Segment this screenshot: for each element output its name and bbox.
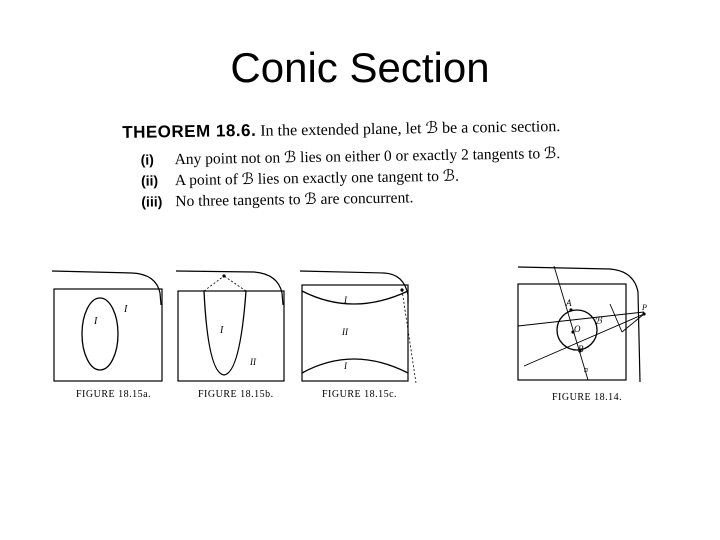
figure-18-14 <box>514 262 654 403</box>
theorem-item <box>141 188 413 211</box>
theorem-block <box>118 110 640 218</box>
figure-18-15a-diagram <box>50 265 170 385</box>
figure-18-15c <box>298 265 422 400</box>
point-label: O <box>574 324 581 334</box>
item-number: (iii) <box>141 193 163 210</box>
line-label: n <box>584 365 588 374</box>
item-text: Any point not on ℬ lies on either 0 or exactly 2 tangents to ℬ. <box>174 145 561 169</box>
point-label: P <box>642 303 647 312</box>
figure-18-15b <box>174 265 294 400</box>
theorem-label: THEOREM 18.6. <box>122 120 257 142</box>
region-label: I <box>124 304 128 315</box>
figure-18-15c-diagram <box>298 265 422 385</box>
figure-18-15b-diagram <box>174 265 294 385</box>
region-label: I <box>94 316 98 327</box>
point-label: A <box>566 298 572 308</box>
region-label: I <box>220 325 224 336</box>
region-label: II <box>342 327 348 337</box>
figure-18-15a <box>50 265 170 400</box>
figure-caption: FIGURE 18.15c. <box>322 389 398 400</box>
figure-18-14-diagram <box>514 262 654 384</box>
item-number: (i) <box>140 151 154 168</box>
theorem-intro: In the extended plane, let ℬ be a conic section. <box>260 118 561 140</box>
item-text: No three tangents to ℬ are concurrent. <box>175 189 414 211</box>
region-label: I <box>344 361 347 371</box>
theorem-item <box>141 144 561 170</box>
point-label: B <box>578 344 584 354</box>
figure-caption: FIGURE 18.15b. <box>198 389 274 400</box>
figure-caption: FIGURE 18.15a. <box>76 389 152 400</box>
curve-label: ℬ <box>594 316 602 327</box>
region-label: I <box>344 295 347 305</box>
item-text: A point of ℬ lies on exactly one tangent to ℬ. <box>174 167 460 190</box>
theorem-item <box>141 167 459 191</box>
item-number: (ii) <box>140 172 159 189</box>
region-label: II <box>250 357 256 367</box>
slide-title: Conic Section <box>230 44 490 91</box>
theorem-heading <box>122 116 560 143</box>
figure-caption: FIGURE 18.14. <box>552 392 623 403</box>
